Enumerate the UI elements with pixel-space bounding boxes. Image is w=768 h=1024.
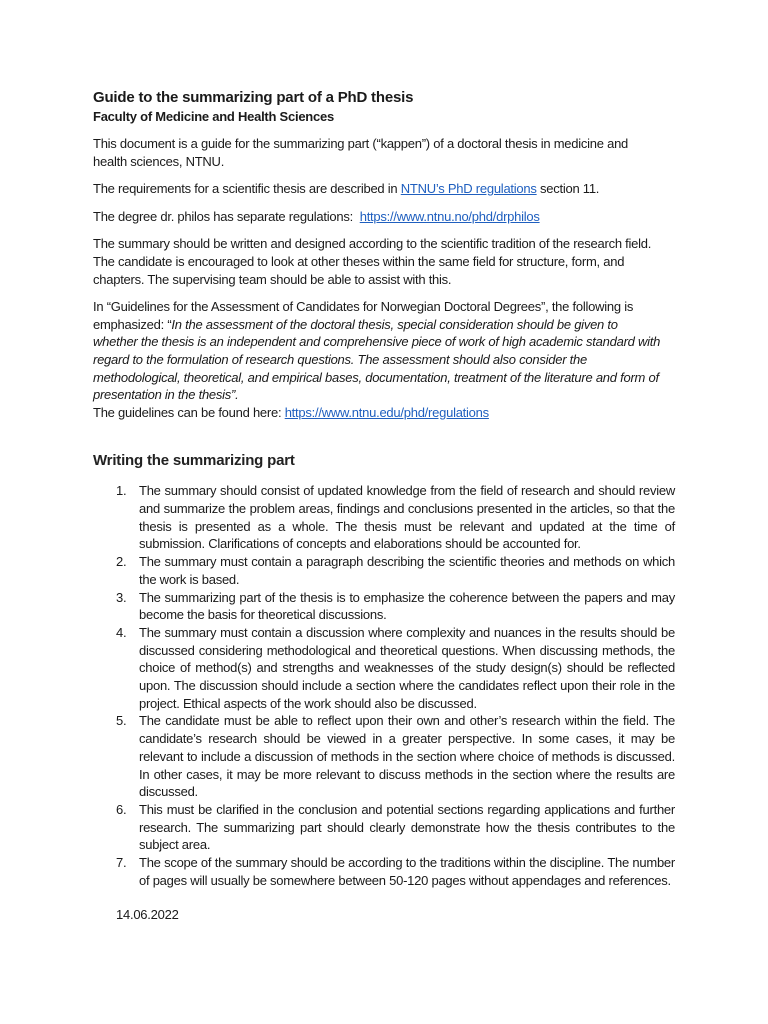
document-page bbox=[93, 88, 675, 924]
list-text: The summary should consist of updated knowledge from the field of research and should review and summarize the problem areas, findings and conclusions presented in the articles, so that the thesis is presented as a whole. The thesis must be relevant and updated at the time of submission. Clarifications of concepts and elaborations should be accounted for. bbox=[139, 483, 675, 552]
section-heading: Writing the summarizing part bbox=[93, 452, 295, 470]
list-number: 5. bbox=[116, 713, 127, 729]
text: The guidelines can be found here: bbox=[93, 404, 285, 420]
document-date: 14.06.2022 bbox=[116, 907, 179, 923]
text: The requirements for a scientific thesis are described in bbox=[93, 181, 401, 197]
list-text: The scope of the summary should be according to the traditions within the discipline. The number of pages will usually be somewhere between 50-120 pages without appendages and references. bbox=[139, 855, 675, 888]
list-item bbox=[93, 553, 675, 588]
list-item bbox=[93, 482, 675, 553]
drphilos-link[interactable]: https://www.ntnu.no/phd/drphilos bbox=[359, 208, 540, 224]
intro-paragraph: This document is a guide for the summarizing part (“kappen”) of a doctoral thesis in medicine and health sciences, NTNU. bbox=[93, 136, 629, 169]
list-number: 3. bbox=[116, 589, 127, 605]
text: In “Guidelines for the Assessment of Candidates for Norwegian Doctoral Degrees”, the following is emphasized: “ bbox=[93, 299, 634, 332]
guidelines-quote: In the assessment of the doctoral thesis, special consideration should be given to whether the thesis is an independent and comprehensive piece of work of high academic standard with regard to the formulation of research questions. The assessment should also consider the methodological, theoretical, and empirical bases, documentation, treatment of the literature and form of presentation in the thesis”. bbox=[93, 316, 661, 403]
phd-regulations-link[interactable]: NTNU’s PhD regulations bbox=[400, 181, 537, 197]
list-text: The candidate must be able to reflect upon their own and other’s research within the field. The candidate’s research should be viewed in a greater perspective. In some cases, it may be relevant to include a discussion of methods in the section where choice of methods is discussed. In other cases, it may be more relevant to discuss methods in the section where the results are discussed. bbox=[139, 713, 675, 800]
tradition-paragraph: The summary should be written and designed according to the scientific tradition of the research field. The candidate is encouraged to look at other theses within the same field for structure, form, and chapters. The supervising team should be able to assist with this. bbox=[93, 236, 652, 287]
list-text: The summarizing part of the thesis is to emphasize the coherence between the papers and may become the basis for theoretical discussions. bbox=[139, 589, 675, 623]
list-number: 7. bbox=[116, 855, 127, 871]
list-number: 2. bbox=[116, 554, 127, 570]
list-item bbox=[93, 854, 675, 889]
list-item bbox=[93, 624, 675, 713]
list-number: 6. bbox=[116, 801, 127, 817]
list-text: The summary must contain a paragraph describing the scientific theories and methods on which the work is based. bbox=[139, 554, 675, 587]
requirements-paragraph bbox=[93, 180, 663, 198]
list-item bbox=[93, 712, 675, 801]
list-text: The summary must contain a discussion where complexity and nuances in the results should be discussed considering methodological and theoretical questions. When discussing methods, the choice of method(s) and strengths and weaknesses of the study design(s) should be reflected upon. The discussion should include a section where the candidates reflect upon their role in the project. Ethical aspects of the work should also be discussed. bbox=[139, 624, 675, 711]
list-text: This must be clarified in the conclusion and potential sections regarding applications and further research. The summarizing part should clearly demonstrate how the thesis contributes to the subject area. bbox=[139, 801, 675, 853]
list-item bbox=[93, 801, 675, 854]
list-number: 1. bbox=[116, 483, 127, 499]
guidelines-link[interactable]: https://www.ntnu.edu/phd/regulations bbox=[284, 404, 489, 420]
guidelines-paragraph bbox=[93, 298, 663, 404]
list-item bbox=[93, 589, 675, 624]
text: The degree dr. philos has separate regulations: bbox=[93, 208, 360, 224]
document-subtitle: Faculty of Medicine and Health Sciences bbox=[93, 109, 334, 124]
requirements-list bbox=[93, 482, 675, 889]
document-title: Guide to the summarizing part of a PhD thesis bbox=[93, 89, 414, 106]
drphilos-paragraph bbox=[93, 208, 663, 226]
text: section 11. bbox=[536, 181, 600, 197]
list-number: 4. bbox=[116, 624, 127, 640]
guidelines-link-paragraph bbox=[93, 404, 663, 422]
